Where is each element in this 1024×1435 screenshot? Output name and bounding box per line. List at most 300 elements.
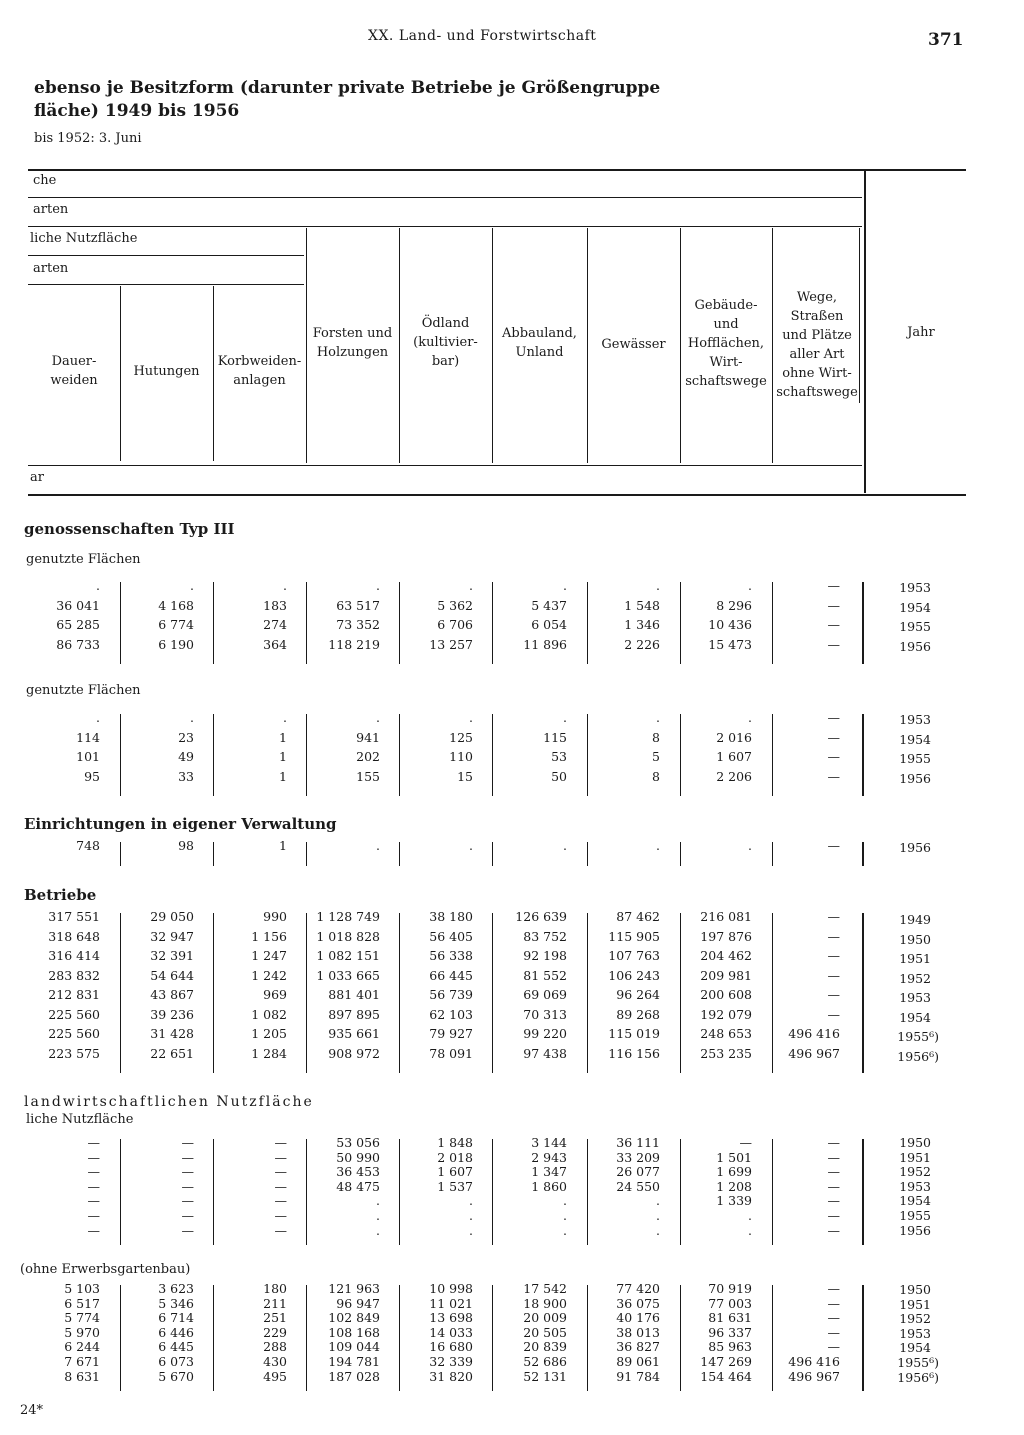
cell-gebaeude: . bbox=[748, 578, 752, 593]
cell-forsten: 1 082 151 bbox=[316, 948, 380, 963]
cell-gebaeude: 1 208 bbox=[716, 1178, 752, 1194]
cell-korbweiden: 1 156 bbox=[251, 928, 287, 944]
cell-year: 1954 bbox=[899, 731, 931, 747]
column-header-abbauland: Abbauland, Unland bbox=[502, 326, 577, 360]
cell-gebaeude: 1 501 bbox=[716, 1149, 752, 1165]
cell-oedland: 56 405 bbox=[429, 928, 473, 944]
cell-hutungen: 43 867 bbox=[150, 987, 194, 1002]
column-header-oedland: Ödland (kultivier- bar) bbox=[413, 316, 478, 369]
cell-year: 1952 bbox=[899, 1164, 931, 1180]
cell-gewaesser: . bbox=[656, 710, 660, 725]
cell-gebaeude: 253 235 bbox=[700, 1045, 752, 1061]
cell-oedland: 79 927 bbox=[429, 1026, 473, 1041]
cell-gewaesser: 24 550 bbox=[616, 1178, 660, 1194]
section-heading: genossenschaften Typ III bbox=[24, 520, 235, 538]
cell-forsten: . bbox=[376, 1222, 380, 1238]
cell-year: 1955⁶) bbox=[897, 1029, 939, 1044]
header-divider bbox=[28, 284, 304, 285]
cell-forsten: 1 128 749 bbox=[316, 909, 380, 924]
cell-forsten: 897 895 bbox=[328, 1006, 380, 1022]
cell-hutungen: — bbox=[181, 1164, 194, 1180]
cell-hutungen: 3 623 bbox=[158, 1281, 194, 1296]
cell-abbauland: 11 896 bbox=[523, 636, 567, 652]
cell-wege: — bbox=[827, 768, 840, 784]
cell-year: 1949 bbox=[899, 912, 931, 927]
cell-hutungen: — bbox=[181, 1135, 194, 1150]
cell-korbweiden: 180 bbox=[263, 1281, 287, 1296]
cell-abbauland: 126 639 bbox=[515, 909, 567, 924]
cell-hutungen: 29 050 bbox=[150, 909, 194, 924]
cell-oedland: 1 848 bbox=[437, 1135, 473, 1150]
cell-hutungen: 31 428 bbox=[150, 1026, 194, 1041]
cell-korbweiden: 183 bbox=[263, 597, 287, 613]
cell-dauerweiden: 8 631 bbox=[64, 1368, 100, 1384]
cell-gewaesser: 2 226 bbox=[624, 636, 660, 652]
cell-dauerweiden: . bbox=[96, 578, 100, 593]
cell-hutungen: 32 391 bbox=[150, 948, 194, 963]
running-header-title: XX. Land- und Forstwirtschaft bbox=[368, 28, 597, 44]
cell-hutungen: 39 236 bbox=[150, 1006, 194, 1022]
section-heading: Betriebe bbox=[24, 886, 97, 904]
cell-forsten: 36 453 bbox=[336, 1164, 380, 1180]
cell-year: 1951 bbox=[899, 1149, 931, 1165]
cell-year: 1956⁶) bbox=[897, 1369, 939, 1385]
cell-oedland: 1 537 bbox=[437, 1178, 473, 1194]
cell-dauerweiden: — bbox=[87, 1222, 100, 1238]
cell-dauerweiden: 318 648 bbox=[48, 928, 100, 944]
cell-year: 1952 bbox=[899, 1311, 931, 1327]
cell-year: 1951 bbox=[899, 951, 931, 966]
cell-korbweiden: 211 bbox=[263, 1295, 287, 1311]
cell-forsten: 73 352 bbox=[336, 617, 380, 632]
cell-dauerweiden: 317 551 bbox=[48, 909, 100, 924]
cell-year: 1954 bbox=[899, 1009, 931, 1025]
cell-dauerweiden: 101 bbox=[76, 749, 100, 764]
cell-year: 1953 bbox=[899, 712, 931, 727]
cell-wege: — bbox=[827, 1178, 840, 1194]
cell-oedland: 66 445 bbox=[429, 967, 473, 983]
cell-korbweiden: 1 242 bbox=[251, 967, 287, 983]
cell-gebaeude: 10 436 bbox=[708, 617, 752, 632]
cell-korbweiden: — bbox=[274, 1178, 287, 1194]
cell-hutungen: 32 947 bbox=[150, 928, 194, 944]
cell-forsten: 155 bbox=[356, 768, 380, 784]
cell-korbweiden: — bbox=[274, 1193, 287, 1209]
cell-gewaesser: 36 827 bbox=[616, 1339, 660, 1355]
cell-korbweiden: 274 bbox=[263, 617, 287, 632]
cell-dauerweiden: — bbox=[87, 1135, 100, 1150]
cell-korbweiden: 430 bbox=[263, 1354, 287, 1369]
cell-hutungen: 6 446 bbox=[158, 1324, 194, 1340]
cell-forsten: 187 028 bbox=[328, 1368, 380, 1384]
cell-year: 1951 bbox=[899, 1296, 931, 1312]
cell-oedland: . bbox=[469, 1208, 473, 1223]
cell-gebaeude: 1 699 bbox=[716, 1164, 752, 1180]
cell-gewaesser: 89 061 bbox=[616, 1354, 660, 1369]
cell-forsten: . bbox=[376, 578, 380, 593]
cell-gewaesser: 36 075 bbox=[616, 1295, 660, 1311]
cell-gewaesser: . bbox=[656, 1208, 660, 1223]
cell-korbweiden: 990 bbox=[263, 909, 287, 924]
header-divider bbox=[28, 197, 862, 198]
cell-forsten: 941 bbox=[356, 729, 380, 745]
cell-hutungen: 5 670 bbox=[158, 1368, 194, 1384]
header-row-label: ar bbox=[30, 470, 44, 485]
cell-gebaeude: 192 079 bbox=[700, 1006, 752, 1022]
cell-gewaesser: . bbox=[656, 1193, 660, 1209]
cell-abbauland: . bbox=[563, 1208, 567, 1223]
cell-year: 1956⁶) bbox=[897, 1048, 939, 1064]
cell-abbauland: 53 bbox=[551, 749, 567, 764]
header-row-label: arten bbox=[33, 202, 69, 217]
cell-gebaeude: 209 981 bbox=[700, 967, 752, 983]
column-header-dauerweiden: Dauer- weiden bbox=[50, 354, 98, 388]
cell-year: 1952 bbox=[899, 970, 931, 986]
cell-oedland: . bbox=[469, 710, 473, 725]
cell-korbweiden: . bbox=[283, 710, 287, 725]
cell-wege: — bbox=[827, 1149, 840, 1165]
page-number: 371 bbox=[928, 30, 964, 50]
cell-gebaeude: . bbox=[748, 710, 752, 725]
cell-oedland: 38 180 bbox=[429, 909, 473, 924]
cell-hutungen: 6 774 bbox=[158, 617, 194, 632]
cell-korbweiden: — bbox=[274, 1164, 287, 1180]
cell-dauerweiden: 5 103 bbox=[64, 1281, 100, 1296]
cell-gebaeude: . bbox=[748, 1222, 752, 1238]
cell-gewaesser: 40 176 bbox=[616, 1310, 660, 1326]
cell-gebaeude: 15 473 bbox=[708, 636, 752, 652]
cell-wege: — bbox=[827, 1295, 840, 1311]
cell-hutungen: — bbox=[181, 1149, 194, 1165]
cell-gebaeude: 200 608 bbox=[700, 987, 752, 1002]
cell-oedland: . bbox=[469, 1193, 473, 1209]
cell-gebaeude: 2 206 bbox=[716, 768, 752, 784]
cell-forsten: 194 781 bbox=[328, 1354, 380, 1369]
cell-gebaeude: 248 653 bbox=[700, 1026, 752, 1041]
cell-oedland: 32 339 bbox=[429, 1354, 473, 1369]
cell-abbauland: 50 bbox=[551, 768, 567, 784]
cell-gebaeude: 81 631 bbox=[708, 1310, 752, 1326]
cell-hutungen: — bbox=[181, 1178, 194, 1194]
cell-wege: 496 416 bbox=[788, 1026, 840, 1041]
cell-dauerweiden: 86 733 bbox=[56, 636, 100, 652]
header-divider bbox=[28, 465, 862, 466]
cell-forsten: 202 bbox=[356, 749, 380, 764]
cell-gebaeude: 204 462 bbox=[700, 948, 752, 963]
column-header-forsten: Forsten und Holzungen bbox=[312, 326, 393, 360]
cell-hutungen: 6 714 bbox=[158, 1310, 194, 1326]
cell-oedland: 13 698 bbox=[429, 1310, 473, 1326]
cell-oedland: 110 bbox=[449, 749, 473, 764]
cell-oedland: 78 091 bbox=[429, 1045, 473, 1061]
cell-gewaesser: 1 346 bbox=[624, 617, 660, 632]
cell-wege: — bbox=[827, 967, 840, 983]
cell-oedland: 6 706 bbox=[437, 617, 473, 632]
cell-hutungen: 6 445 bbox=[158, 1339, 194, 1355]
cell-gewaesser: 8 bbox=[652, 729, 660, 745]
cell-gewaesser: 116 156 bbox=[608, 1045, 660, 1061]
cell-dauerweiden: 114 bbox=[76, 729, 100, 745]
section-subheading: genutzte Flächen bbox=[26, 683, 141, 698]
cell-abbauland: . bbox=[563, 1222, 567, 1238]
cell-gewaesser: 36 111 bbox=[616, 1135, 660, 1150]
cell-gebaeude: 70 919 bbox=[708, 1281, 752, 1296]
cell-oedland: 15 bbox=[457, 768, 473, 784]
cell-wege: — bbox=[827, 1324, 840, 1340]
cell-hutungen: 6 190 bbox=[158, 636, 194, 652]
cell-year: 1954 bbox=[899, 599, 931, 615]
section-subheading: liche Nutzfläche bbox=[26, 1112, 134, 1127]
cell-dauerweiden: 225 560 bbox=[48, 1006, 100, 1022]
cell-dauerweiden: — bbox=[87, 1178, 100, 1194]
cell-dauerweiden: 7 671 bbox=[64, 1354, 100, 1369]
cell-gewaesser: . bbox=[656, 578, 660, 593]
cell-oedland: 125 bbox=[449, 729, 473, 745]
cell-korbweiden: 1 247 bbox=[251, 948, 287, 963]
cell-dauerweiden: 5 774 bbox=[64, 1310, 100, 1326]
cell-hutungen: — bbox=[181, 1208, 194, 1223]
cell-abbauland: 69 069 bbox=[523, 987, 567, 1002]
cell-forsten: . bbox=[376, 1208, 380, 1223]
cell-gebaeude: . bbox=[748, 838, 752, 853]
cell-gebaeude: 154 464 bbox=[700, 1368, 752, 1384]
cell-wege: — bbox=[827, 1164, 840, 1180]
cell-gebaeude: — bbox=[739, 1135, 752, 1150]
cell-dauerweiden: 212 831 bbox=[48, 987, 100, 1002]
section-subheading: (ohne Erwerbsgartenbau) bbox=[20, 1262, 191, 1277]
cell-hutungen: . bbox=[190, 578, 194, 593]
cell-gebaeude: 216 081 bbox=[700, 909, 752, 924]
cell-abbauland: 18 900 bbox=[523, 1295, 567, 1311]
cell-dauerweiden: 36 041 bbox=[56, 597, 100, 613]
table-title-line2: fläche) 1949 bis 1956 bbox=[34, 101, 240, 121]
cell-dauerweiden: 225 560 bbox=[48, 1026, 100, 1041]
cell-dauerweiden: 748 bbox=[76, 838, 100, 853]
cell-oedland: 13 257 bbox=[429, 636, 473, 652]
cell-wege: — bbox=[827, 1193, 840, 1209]
cell-gebaeude: 8 296 bbox=[716, 597, 752, 613]
cell-oedland: 31 820 bbox=[429, 1368, 473, 1384]
cell-year: 1954 bbox=[899, 1340, 931, 1356]
cell-gewaesser: 1 548 bbox=[624, 597, 660, 613]
cell-gewaesser: 91 784 bbox=[616, 1368, 660, 1384]
cell-wege: — bbox=[827, 1208, 840, 1223]
cell-korbweiden: 969 bbox=[263, 987, 287, 1002]
cell-hutungen: — bbox=[181, 1193, 194, 1209]
cell-forsten: 63 517 bbox=[336, 597, 380, 613]
cell-hutungen: . bbox=[190, 710, 194, 725]
cell-forsten: 935 661 bbox=[328, 1026, 380, 1041]
cell-forsten: 121 963 bbox=[328, 1281, 380, 1296]
cell-oedland: . bbox=[469, 838, 473, 853]
cell-year: 1956 bbox=[899, 840, 931, 855]
cell-wege: — bbox=[827, 1310, 840, 1326]
cell-dauerweiden: 5 970 bbox=[64, 1324, 100, 1340]
cell-dauerweiden: 65 285 bbox=[56, 617, 100, 632]
cell-gebaeude: 77 003 bbox=[708, 1295, 752, 1311]
column-header-korbweidenanlagen: Korbweiden- anlagen bbox=[217, 354, 302, 388]
cell-wege: — bbox=[827, 1339, 840, 1355]
cell-year: 1956 bbox=[899, 1222, 931, 1238]
section-heading: landwirtschaftlichen Nutzfläche bbox=[24, 1094, 314, 1110]
header-divider bbox=[28, 255, 304, 256]
cell-gewaesser: 26 077 bbox=[616, 1164, 660, 1180]
table-title-line1: ebenso je Besitzform (darunter private Betriebe je Größengruppe bbox=[34, 78, 661, 98]
cell-dauerweiden: . bbox=[96, 710, 100, 725]
column-header-gewaesser: Gewässer bbox=[601, 337, 666, 352]
cell-korbweiden: 495 bbox=[263, 1368, 287, 1384]
cell-oedland: 14 033 bbox=[429, 1324, 473, 1340]
cell-year: 1950 bbox=[899, 1282, 931, 1297]
column-header-hutungen: Hutungen bbox=[133, 364, 200, 379]
cell-wege: — bbox=[827, 1222, 840, 1238]
cell-gewaesser: 106 243 bbox=[608, 967, 660, 983]
cell-year: 1953 bbox=[899, 1178, 931, 1194]
cell-wege: — bbox=[827, 710, 840, 725]
cell-hutungen: 6 073 bbox=[158, 1354, 194, 1369]
cell-year: 1950 bbox=[899, 1135, 931, 1150]
cell-forsten: 881 401 bbox=[328, 987, 380, 1002]
cell-gewaesser: 89 268 bbox=[616, 1006, 660, 1022]
cell-gewaesser: 8 bbox=[652, 768, 660, 784]
cell-oedland: 56 338 bbox=[429, 948, 473, 963]
cell-korbweiden: 1 bbox=[279, 838, 287, 853]
cell-oedland: 2 018 bbox=[437, 1149, 473, 1165]
cell-wege: — bbox=[827, 578, 840, 593]
cell-oedland: 1 607 bbox=[437, 1164, 473, 1180]
cell-dauerweiden: — bbox=[87, 1208, 100, 1223]
cell-oedland: 5 362 bbox=[437, 597, 473, 613]
header-row-label: liche Nutzfläche bbox=[30, 231, 138, 246]
cell-abbauland: . bbox=[563, 710, 567, 725]
cell-wege: — bbox=[827, 1006, 840, 1022]
cell-year: 1953 bbox=[899, 580, 931, 595]
cell-abbauland: 52 686 bbox=[523, 1354, 567, 1369]
cell-gebaeude: 147 269 bbox=[700, 1354, 752, 1369]
cell-year: 1955 bbox=[899, 751, 931, 766]
header-row-label: arten bbox=[33, 261, 69, 276]
cell-korbweiden: — bbox=[274, 1149, 287, 1165]
section-subheading: genutzte Flächen bbox=[26, 552, 141, 567]
cell-dauerweiden: 6 517 bbox=[64, 1295, 100, 1311]
cell-wege: — bbox=[827, 729, 840, 745]
cell-wege: — bbox=[827, 1135, 840, 1150]
cell-gebaeude: 2 016 bbox=[716, 729, 752, 745]
cell-wege: — bbox=[827, 987, 840, 1002]
cell-gewaesser: . bbox=[656, 838, 660, 853]
cell-abbauland: . bbox=[563, 1193, 567, 1209]
cell-gebaeude: 96 337 bbox=[708, 1324, 752, 1340]
cell-oedland: . bbox=[469, 1222, 473, 1238]
cell-korbweiden: — bbox=[274, 1208, 287, 1223]
header-row-label: che bbox=[33, 173, 57, 188]
cell-abbauland: 20 505 bbox=[523, 1324, 567, 1340]
cell-abbauland: 5 437 bbox=[531, 597, 567, 613]
cell-gewaesser: 38 013 bbox=[616, 1324, 660, 1340]
cell-year: 1953 bbox=[899, 990, 931, 1005]
cell-abbauland: . bbox=[563, 838, 567, 853]
cell-forsten: 908 972 bbox=[328, 1045, 380, 1061]
cell-wege: — bbox=[827, 636, 840, 652]
cell-dauerweiden: — bbox=[87, 1164, 100, 1180]
column-header-jahr: Jahr bbox=[907, 325, 935, 340]
header-divider bbox=[28, 226, 862, 227]
cell-forsten: 1 033 665 bbox=[316, 967, 380, 983]
cell-wege: 496 967 bbox=[788, 1368, 840, 1384]
column-header-wege: Wege, Straßen und Plätze aller Art ohne Wirt- schaftswege bbox=[776, 290, 858, 400]
cell-gewaesser: 87 462 bbox=[616, 909, 660, 924]
cell-gewaesser: 5 bbox=[652, 749, 660, 764]
cell-korbweiden: 1 082 bbox=[251, 1006, 287, 1022]
cell-oedland: 16 680 bbox=[429, 1339, 473, 1355]
cell-oedland: 56 739 bbox=[429, 987, 473, 1002]
jahr-column-rule bbox=[864, 171, 866, 493]
cell-abbauland: 97 438 bbox=[523, 1045, 567, 1061]
cell-gewaesser: 107 763 bbox=[608, 948, 660, 963]
cell-abbauland: 20 009 bbox=[523, 1310, 567, 1326]
cell-forsten: 108 168 bbox=[328, 1324, 380, 1340]
cell-korbweiden: 251 bbox=[263, 1310, 287, 1326]
cell-wege: — bbox=[827, 909, 840, 924]
cell-gewaesser: 96 264 bbox=[616, 987, 660, 1002]
cell-korbweiden: 364 bbox=[263, 636, 287, 652]
cell-hutungen: 5 346 bbox=[158, 1295, 194, 1311]
cell-forsten: 50 990 bbox=[336, 1149, 380, 1165]
cell-hutungen: 98 bbox=[178, 838, 194, 853]
section-heading: Einrichtungen in eigener Verwaltung bbox=[24, 815, 337, 833]
cell-forsten: 48 475 bbox=[336, 1178, 380, 1194]
cell-dauerweiden: — bbox=[87, 1149, 100, 1165]
cell-year: 1953 bbox=[899, 1325, 931, 1341]
cell-year: 1955 bbox=[899, 1208, 931, 1223]
cell-abbauland: 2 943 bbox=[531, 1149, 567, 1165]
cell-wege: — bbox=[827, 617, 840, 632]
cell-abbauland: 1 860 bbox=[531, 1178, 567, 1194]
cell-gewaesser: 115 019 bbox=[608, 1026, 660, 1041]
cell-forsten: . bbox=[376, 838, 380, 853]
footer-signature: 24* bbox=[20, 1403, 44, 1418]
cell-oedland: 11 021 bbox=[429, 1295, 473, 1311]
cell-wege: — bbox=[827, 838, 840, 853]
cell-abbauland: 70 313 bbox=[523, 1006, 567, 1022]
cell-abbauland: . bbox=[563, 578, 567, 593]
cell-abbauland: 115 bbox=[543, 729, 567, 745]
cell-dauerweiden: 316 414 bbox=[48, 948, 100, 963]
cell-wege: — bbox=[827, 749, 840, 764]
cell-gebaeude: 197 876 bbox=[700, 928, 752, 944]
header-bottom-rule bbox=[28, 494, 966, 496]
cell-oedland: . bbox=[469, 578, 473, 593]
cell-abbauland: 52 131 bbox=[523, 1368, 567, 1384]
table-subtitle: bis 1952: 3. Juni bbox=[34, 131, 142, 146]
cell-oedland: 62 103 bbox=[429, 1006, 473, 1022]
cell-wege: 496 416 bbox=[788, 1354, 840, 1369]
cell-year: 1950 bbox=[899, 931, 931, 947]
cell-abbauland: 1 347 bbox=[531, 1164, 567, 1180]
cell-korbweiden: — bbox=[274, 1222, 287, 1238]
cell-wege: — bbox=[827, 948, 840, 963]
cell-forsten: 1 018 828 bbox=[316, 928, 380, 944]
cell-korbweiden: 1 205 bbox=[251, 1026, 287, 1041]
cell-year: 1954 bbox=[899, 1193, 931, 1209]
cell-hutungen: 49 bbox=[178, 749, 194, 764]
cell-hutungen: 33 bbox=[178, 768, 194, 784]
cell-korbweiden: 1 bbox=[279, 749, 287, 764]
cell-gebaeude: . bbox=[748, 1208, 752, 1223]
cell-dauerweiden: 283 832 bbox=[48, 967, 100, 983]
cell-abbauland: 81 552 bbox=[523, 967, 567, 983]
cell-hutungen: — bbox=[181, 1222, 194, 1238]
